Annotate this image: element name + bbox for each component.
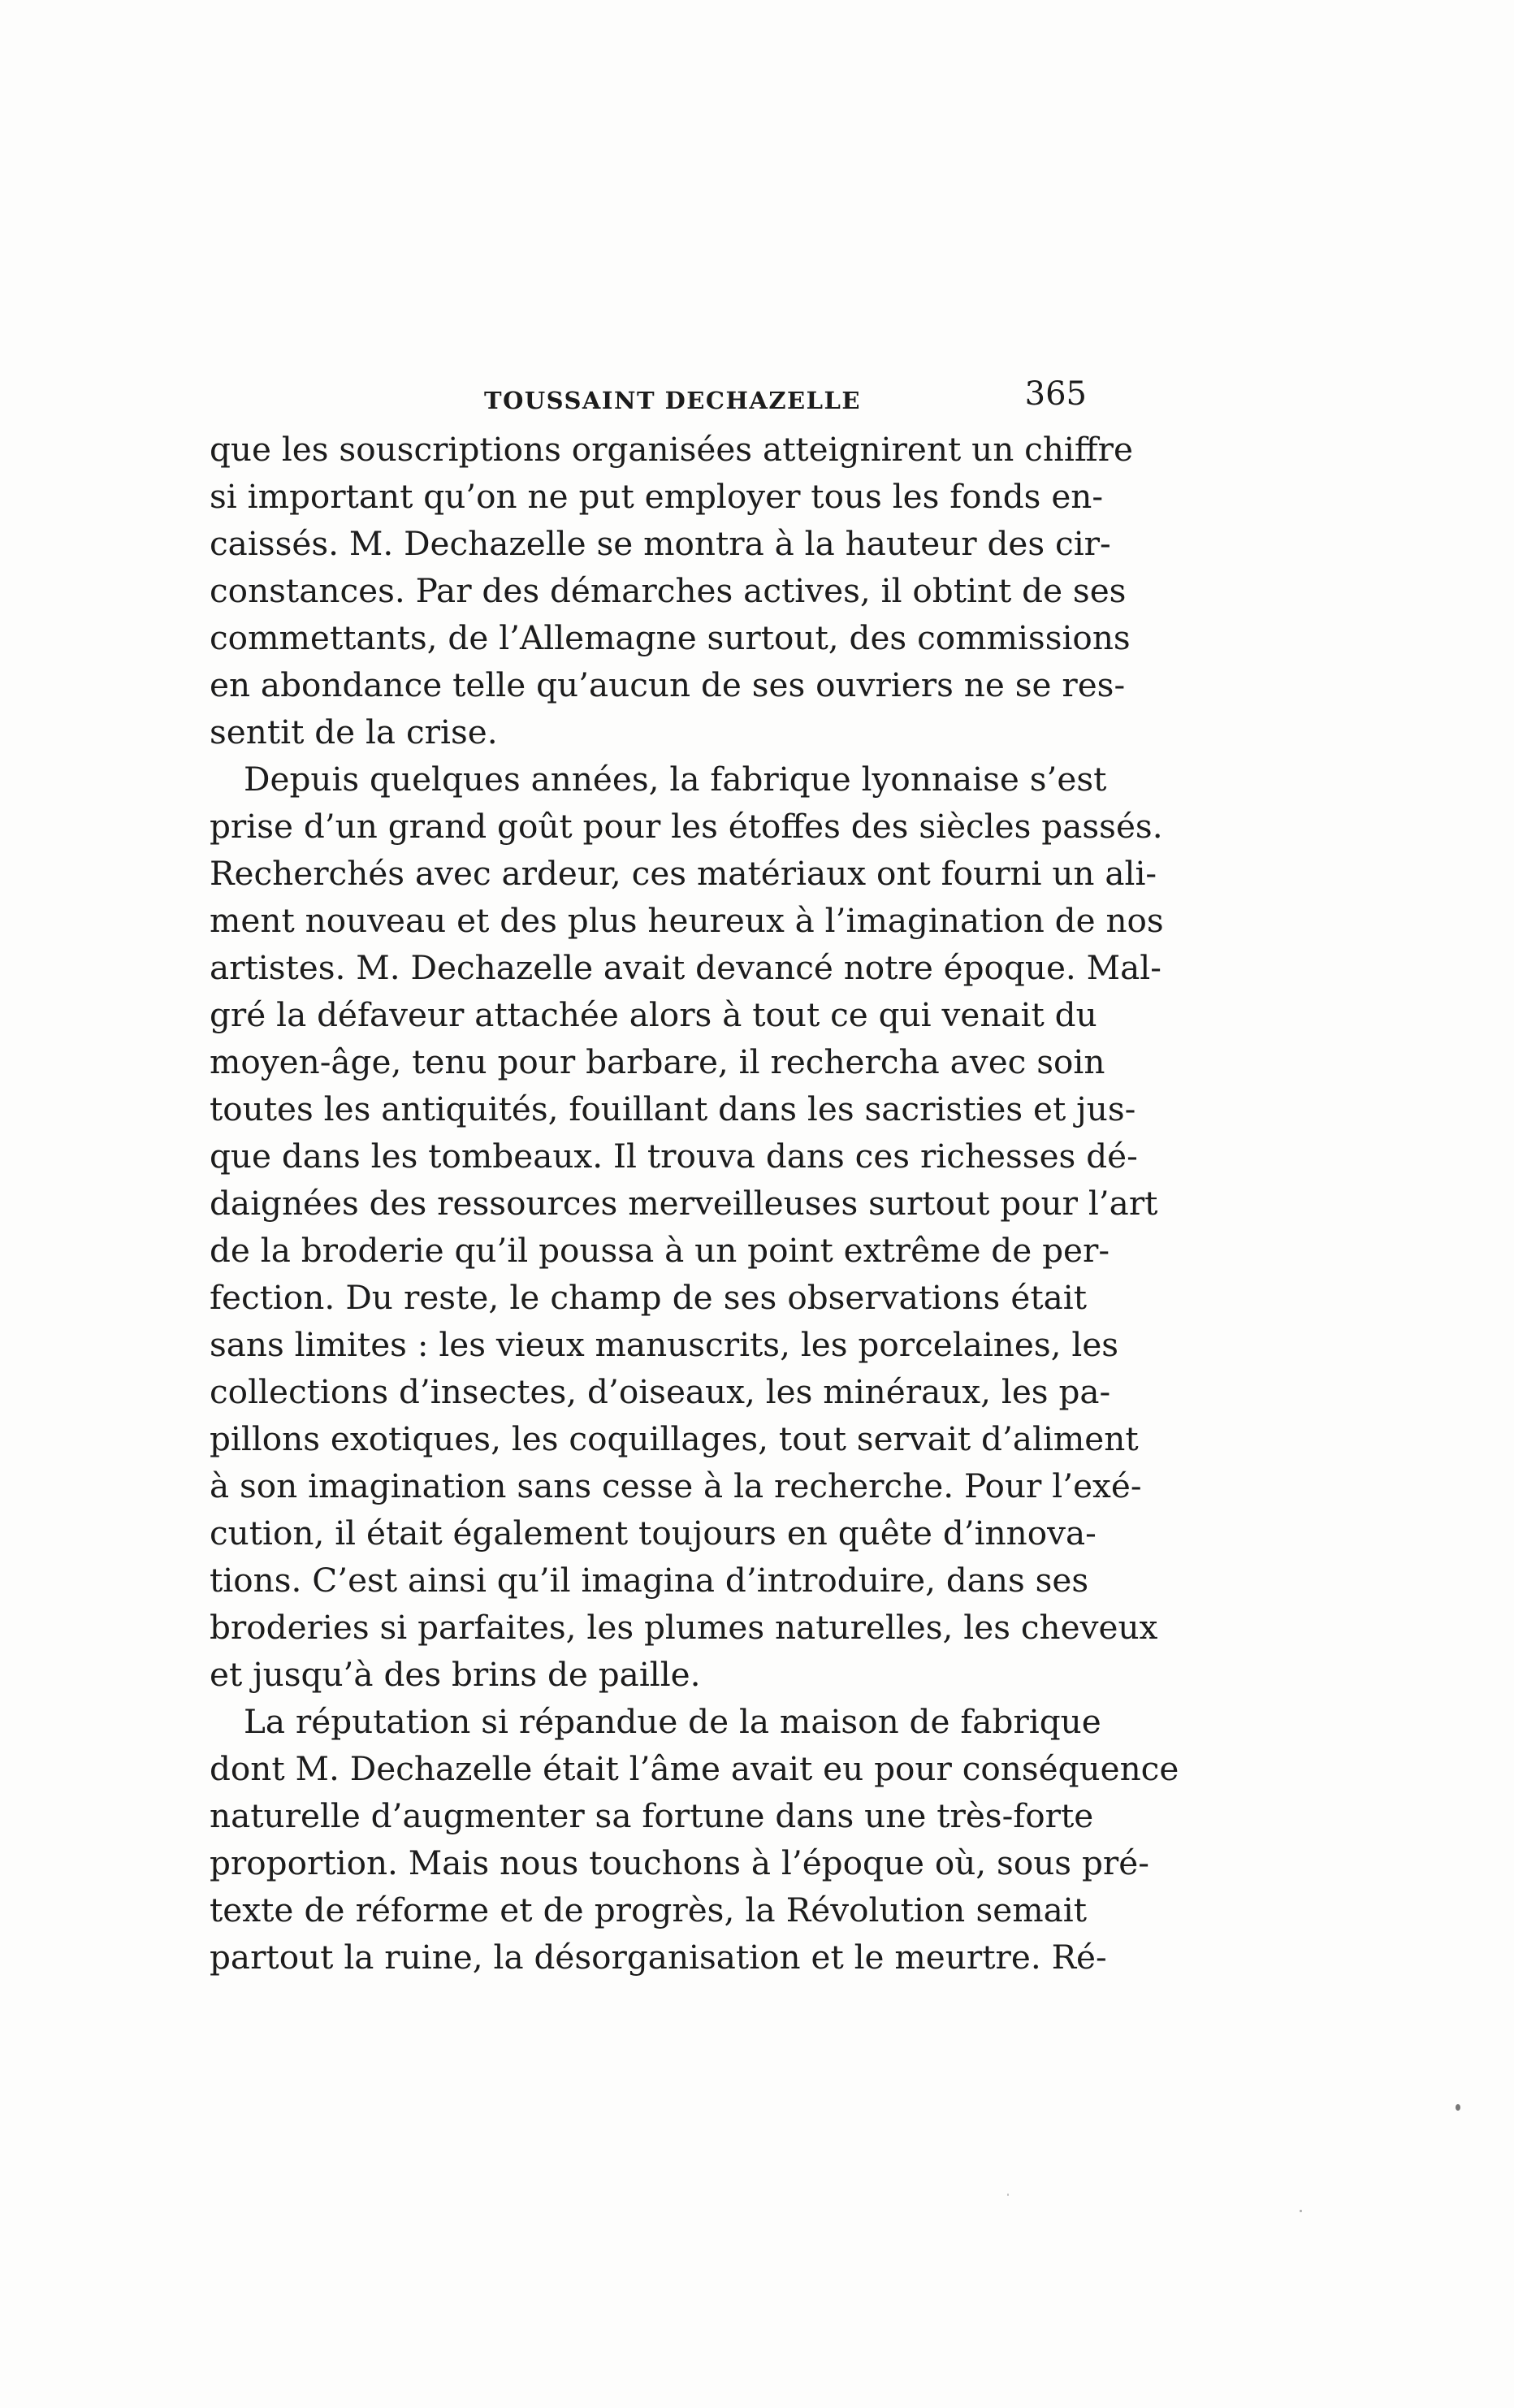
page-number: 365 xyxy=(1024,375,1087,413)
scan-speck xyxy=(1007,2194,1009,2196)
text-line: Recherchés avec ardeur, ces matériaux ont fourni un ali- xyxy=(210,854,1157,893)
text-line: moyen-âge, tenu pour barbare, il rechercha avec soin xyxy=(210,1042,1105,1081)
page-header xyxy=(210,375,1087,424)
text-line: constances. Par des démarches actives, il obtint de ses xyxy=(210,571,1127,610)
text-line: ment nouveau et des plus heureux à l’imagination de nos xyxy=(210,901,1164,940)
text-line: collections d’insectes, d’oiseaux, les minéraux, les pa- xyxy=(210,1372,1111,1411)
text-line: caissés. M. Dechazelle se montra à la hauteur des cir- xyxy=(210,524,1111,563)
text-line: artistes. M. Dechazelle avait devancé notre époque. Mal- xyxy=(210,948,1161,987)
text-line: fection. Du reste, le champ de ses observations était xyxy=(210,1278,1087,1317)
text-line: proportion. Mais nous touchons à l’époque où, sous pré- xyxy=(210,1843,1149,1882)
text-line: daignées des ressources merveilleuses surtout pour l’art xyxy=(210,1184,1158,1223)
text-line: pillons exotiques, les coquillages, tout servait d’aliment xyxy=(210,1419,1139,1458)
running-title: TOUSSAINT DECHAZELLE xyxy=(484,387,862,414)
text-line: texte de réforme et de progrès, la Révolution semait xyxy=(210,1890,1087,1929)
text-line: et jusqu’à des brins de paille. xyxy=(210,1655,701,1694)
scan-speck xyxy=(1456,2104,1460,2111)
text-line: gré la défaveur attachée alors à tout ce qui venait du xyxy=(210,995,1097,1034)
text-line: naturelle d’augmenter sa fortune dans une très-forte xyxy=(210,1796,1094,1835)
text-line: à son imagination sans cesse à la recherche. Pour l’exé- xyxy=(210,1466,1142,1505)
text-line: toutes les antiquités, fouillant dans les sacristies et jus- xyxy=(210,1089,1136,1128)
text-line: que dans les tombeaux. Il trouva dans ces richesses dé- xyxy=(210,1137,1138,1176)
text-line: partout la ruine, la désorganisation et le meurtre. Ré- xyxy=(210,1938,1107,1977)
text-line: de la broderie qu’il poussa à un point extrême de per- xyxy=(210,1231,1110,1270)
text-line: broderies si parfaites, les plumes naturelles, les cheveux xyxy=(210,1608,1158,1647)
text-line: prise d’un grand goût pour les étoffes des siècles passés. xyxy=(210,807,1163,846)
text-line: si important qu’on ne put employer tous les fonds en- xyxy=(210,477,1104,516)
text-line: que les souscriptions organisées atteignirent un chiffre xyxy=(210,430,1133,469)
scan-speck xyxy=(1300,2210,1302,2212)
text-line: cution, il était également toujours en quête d’innova- xyxy=(210,1514,1097,1553)
text-line: Depuis quelques années, la fabrique lyonnaise s’est xyxy=(244,760,1107,799)
text-line: sentit de la crise. xyxy=(210,712,498,751)
text-line: commettants, de l’Allemagne surtout, des commissions xyxy=(210,618,1131,657)
text-line: La réputation si répandue de la maison de fabrique xyxy=(244,1702,1101,1741)
text-line: sans limites : les vieux manuscrits, les porcelaines, les xyxy=(210,1325,1119,1364)
body-text xyxy=(210,426,1179,1981)
text-line: dont M. Dechazelle était l’âme avait eu pour conséquence xyxy=(210,1749,1179,1788)
text-line: en abondance telle qu’aucun de ses ouvriers ne se res- xyxy=(210,665,1126,704)
text-line: tions. C’est ainsi qu’il imagina d’introduire, dans ses xyxy=(210,1561,1089,1600)
